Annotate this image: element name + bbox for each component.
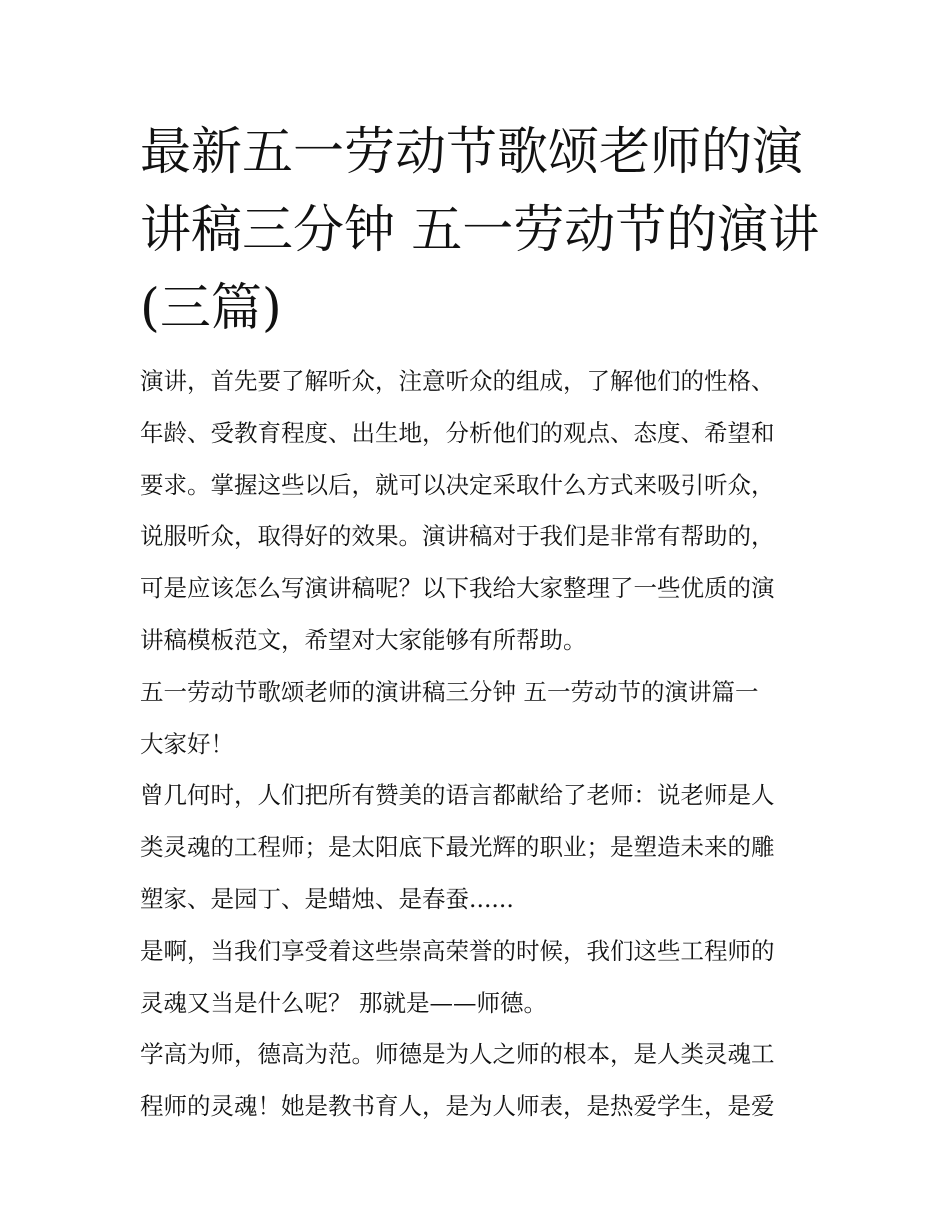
body-line: 大家好！ [140, 729, 234, 758]
body-line: 演讲，首先要了解听众，注意听众的组成，了解他们的性格、 [140, 367, 775, 395]
body-line: 年龄、受教育程度、出生地，分析他们的观点、态度、希望和 [140, 418, 775, 447]
body-line: 要求。掌握这些以后，就可以决定采取什么方式来吸引听众， [140, 470, 775, 499]
body-line: 程师的灵魂！她是教书育人，是为人师表，是热爱学生，是爱 [140, 1092, 775, 1121]
body-line: 五一劳动节歌颂老师的演讲稿三分钟 五一劳动节的演讲篇一 [140, 677, 759, 706]
body-line: 学高为师，德高为范。师德是为人之师的根本，是人类灵魂工 [140, 1040, 775, 1069]
document-title [140, 114, 820, 348]
body-line: 灵魂又当是什么呢？ 那就是——师德。 [140, 988, 547, 1017]
body-line: 讲稿模板范文，希望对大家能够有所帮助。 [140, 625, 587, 654]
body-line: 曾几何时，人们把所有赞美的语言都献给了老师：说老师是人 [140, 781, 775, 810]
body-line: 是啊，当我们享受着这些崇高荣誉的时候，我们这些工程师的 [140, 936, 775, 965]
body-line: 塑家、是园丁、是蜡烛、是春蚕...... [140, 884, 514, 913]
document-body [140, 356, 830, 1133]
title-line-3: (三篇) [140, 279, 282, 338]
body-line: 类灵魂的工程师；是太阳底下最光辉的职业；是塑造未来的雕 [140, 833, 775, 862]
body-line: 可是应该怎么写演讲稿呢？以下我给大家整理了一些优质的演 [140, 574, 775, 603]
title-line-2: 讲稿三分钟 五一劳动节的演讲 [140, 201, 820, 260]
body-line: 说服听众，取得好的效果。演讲稿对于我们是非常有帮助的， [140, 522, 775, 551]
title-line-1: 最新五一劳动节歌颂老师的演 [140, 123, 804, 182]
